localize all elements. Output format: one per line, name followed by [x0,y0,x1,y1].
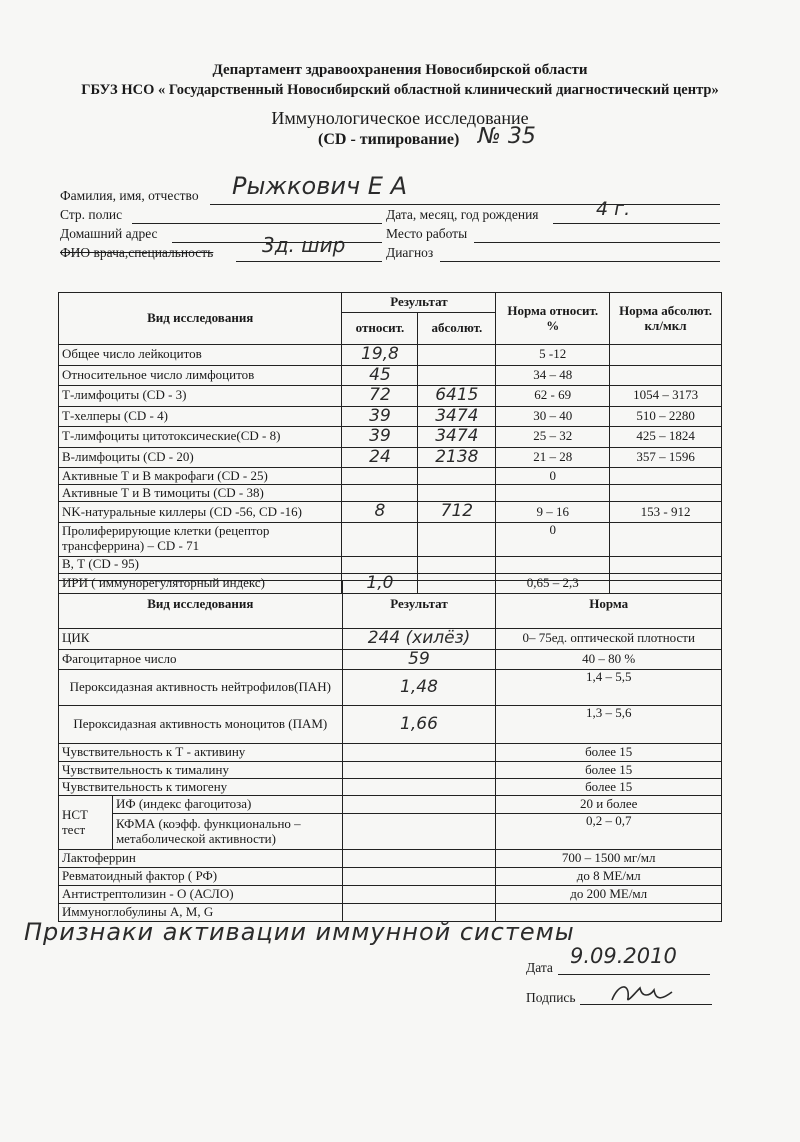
row-norm-abs [610,522,722,556]
row-norm: 0– 75ед. оптической плотности [496,629,722,650]
row-norm-abs: 425 – 1824 [610,427,722,448]
row-name: ИФ (индекс фагоцитоза) [112,796,342,814]
row-name: Антистрептолизин - О (АСЛО) [59,886,343,904]
header-result: Результат [342,293,496,313]
table-row [59,485,722,502]
document-number: № 35 [478,124,536,149]
table-row [59,447,722,468]
cd-typing-table [58,292,722,594]
row-rel [342,468,418,485]
dob-line [553,223,720,224]
row-norm-rel [496,556,610,573]
date-value: 9.09.2010 [570,944,677,968]
row-name: В, Т (CD - 95) [59,556,342,573]
row-name: Ревматоидный фактор ( РФ) [59,868,343,886]
row-result [342,814,496,850]
table-row [59,649,722,670]
header-study-type-2: Вид исследования [59,581,343,629]
table-row [59,556,722,573]
row-name: Т-лимфоциты (CD - 3) [59,386,342,407]
row-norm: 20 и более [496,796,722,814]
date-line [558,974,710,975]
row-name: Чувствительность к Т - активину [59,744,343,762]
row-norm-abs: 510 – 2280 [610,406,722,427]
row-norm: 700 – 1500 мг/мл [496,850,722,868]
row-result: 1,66 [342,706,496,744]
row-rel: 72 [342,386,418,407]
row-rel [342,485,418,502]
table-row [59,406,722,427]
row-name: Относительное число лимфоцитов [59,365,342,386]
row-result [342,762,496,779]
row-norm-rel: 9 – 16 [496,502,610,523]
row-name: Пролиферирующие клетки (рецептор трансферрина) – CD - 71 [59,522,342,556]
signature-mark [606,978,676,1008]
row-result: 59 [342,649,496,670]
diagnosis-label: Диагноз [386,245,434,260]
row-name: Чувствительность к тималину [59,762,343,779]
row-rel: 1,0 [342,573,418,594]
doctor-line [236,261,382,262]
row-norm-rel: 34 – 48 [496,365,610,386]
row-result: 1,48 [342,670,496,706]
document-title: Иммунологическое исследование [271,108,529,128]
work-label: Место работы [386,226,468,241]
table-row [59,744,722,762]
signature-label: Подпись [526,990,576,1005]
table-row [59,427,722,448]
row-name: В-лимфоциты (CD - 20) [59,447,342,468]
table-row [59,762,722,779]
row-name: ИРИ ( иммунорегуляторный индекс) [59,573,342,594]
row-rel: 19,8 [342,345,418,366]
row-norm-abs [610,556,722,573]
table-row [59,670,722,706]
table-row [59,796,722,814]
row-result: 244 (хилёз) [342,629,496,650]
row-norm-abs [610,365,722,386]
row-rel [342,556,418,573]
row-norm-abs: 357 – 1596 [610,447,722,468]
row-abs: 2138 [418,447,496,468]
row-norm: до 8 МЕ/мл [496,868,722,886]
row-result [342,850,496,868]
row-norm-abs [610,485,722,502]
row-abs [418,345,496,366]
row-norm-abs [610,345,722,366]
row-abs [418,365,496,386]
header-result-2: Результат [342,581,496,629]
row-name: Пероксидазная активность моноцитов (ПАМ) [59,706,343,744]
row-abs: 712 [418,502,496,523]
row-name: Чувствительность к тимогену [59,779,343,796]
table-row [59,386,722,407]
row-norm-abs [610,468,722,485]
table-row [59,502,722,523]
work-line [474,242,720,243]
institution-title: ГБУЗ НСО « Государственный Новосибирский областной клинический диагностический центр» [81,82,719,98]
row-result [342,886,496,904]
row-rel: 39 [342,427,418,448]
row-norm-rel: 0 [496,468,610,485]
name-label: Фамилия, имя, отчество [60,188,199,203]
row-abs [418,556,496,573]
date-label: Дата [526,960,553,975]
table-row [59,365,722,386]
table-row [59,868,722,886]
row-name: Пероксидазная активность нейтрофилов(ПАН) [59,670,343,706]
dob-label: Дата, месяц, год рождения [386,207,539,222]
address-label: Домашний адрес [60,226,158,241]
row-name: КФМА (коэфф. функционально – метаболической активности) [112,814,342,850]
table-row [59,468,722,485]
row-norm-abs: 153 - 912 [610,502,722,523]
document-subtitle: (CD - типирование) [318,131,460,148]
conclusion-handwritten: Признаки активации иммунной системы [24,918,575,946]
row-rel: 45 [342,365,418,386]
header-study-type: Вид исследования [59,293,342,345]
row-norm-rel: 21 – 28 [496,447,610,468]
row-abs [418,468,496,485]
row-name: Фагоцитарное число [59,649,343,670]
row-rel [342,522,418,556]
row-result [342,779,496,796]
row-norm-rel: 30 – 40 [496,406,610,427]
name-line [210,204,720,205]
header-norm-2: Норма [496,581,722,629]
header-norm-abs: Норма абсолют. кл/мкл [610,293,722,345]
table-row [59,706,722,744]
dob-value: 4 г. [596,198,631,220]
row-abs [418,485,496,502]
table-row [59,522,722,556]
row-norm: 40 – 80 % [496,649,722,670]
table-row [59,345,722,366]
row-abs: 3474 [418,406,496,427]
row-name: Общее число лейкоцитов [59,345,342,366]
row-norm: более 15 [496,744,722,762]
row-abs: 3474 [418,427,496,448]
header-abs: абсолют. [418,313,496,345]
table-row [59,629,722,650]
diagnosis-line [440,261,720,262]
row-norm: более 15 [496,762,722,779]
header-norm-rel: Норма относит. % [496,293,610,345]
row-name: NK-натуральные киллеры (CD -56, CD -16) [59,502,342,523]
table-row [59,886,722,904]
nst-label: НСТ тест [59,796,113,850]
row-norm-rel: 25 – 32 [496,427,610,448]
row-norm-rel: 5 -12 [496,345,610,366]
table-row [59,779,722,796]
table-row [59,814,722,850]
row-result [342,796,496,814]
row-norm-abs: 1054 – 3173 [610,386,722,407]
row-name: Т-лимфоциты цитотоксические(CD - 8) [59,427,342,448]
row-rel: 24 [342,447,418,468]
row-name: Активные Т и В макрофаги (CD - 25) [59,468,342,485]
policy-line [132,223,382,224]
other-tests-table [58,580,722,922]
row-rel: 8 [342,502,418,523]
row-name: Лактоферрин [59,850,343,868]
row-name: Т-хелперы (CD - 4) [59,406,342,427]
row-norm-rel [496,485,610,502]
row-result [342,868,496,886]
row-abs [418,522,496,556]
row-rel: 39 [342,406,418,427]
table-row [59,850,722,868]
doctor-value: 3д. шир [262,233,346,257]
row-norm: 1,3 – 5,6 [496,706,722,744]
department-title: Департамент здравоохранения Новосибирской области [212,62,588,78]
row-norm-rel: 0 [496,522,610,556]
row-result [342,744,496,762]
row-norm-rel: 0,65 – 2,3 [496,573,610,594]
name-value: Рыжкович Е А [232,172,407,200]
row-name: Иммуноглобулины A, M, G [59,904,343,922]
policy-label: Стр. полис [60,207,123,222]
header-rel: относит. [342,313,418,345]
row-abs: 6415 [418,386,496,407]
row-name: ЦИК [59,629,343,650]
doctor-label: ФИО врача,специальность [60,245,214,260]
row-norm: 1,4 – 5,5 [496,670,722,706]
row-name: Активные Т и В тимоциты (CD - 38) [59,485,342,502]
row-norm-rel: 62 - 69 [496,386,610,407]
row-norm: более 15 [496,779,722,796]
row-norm: 0,2 – 0,7 [496,814,722,850]
row-norm: до 200 МЕ/мл [496,886,722,904]
